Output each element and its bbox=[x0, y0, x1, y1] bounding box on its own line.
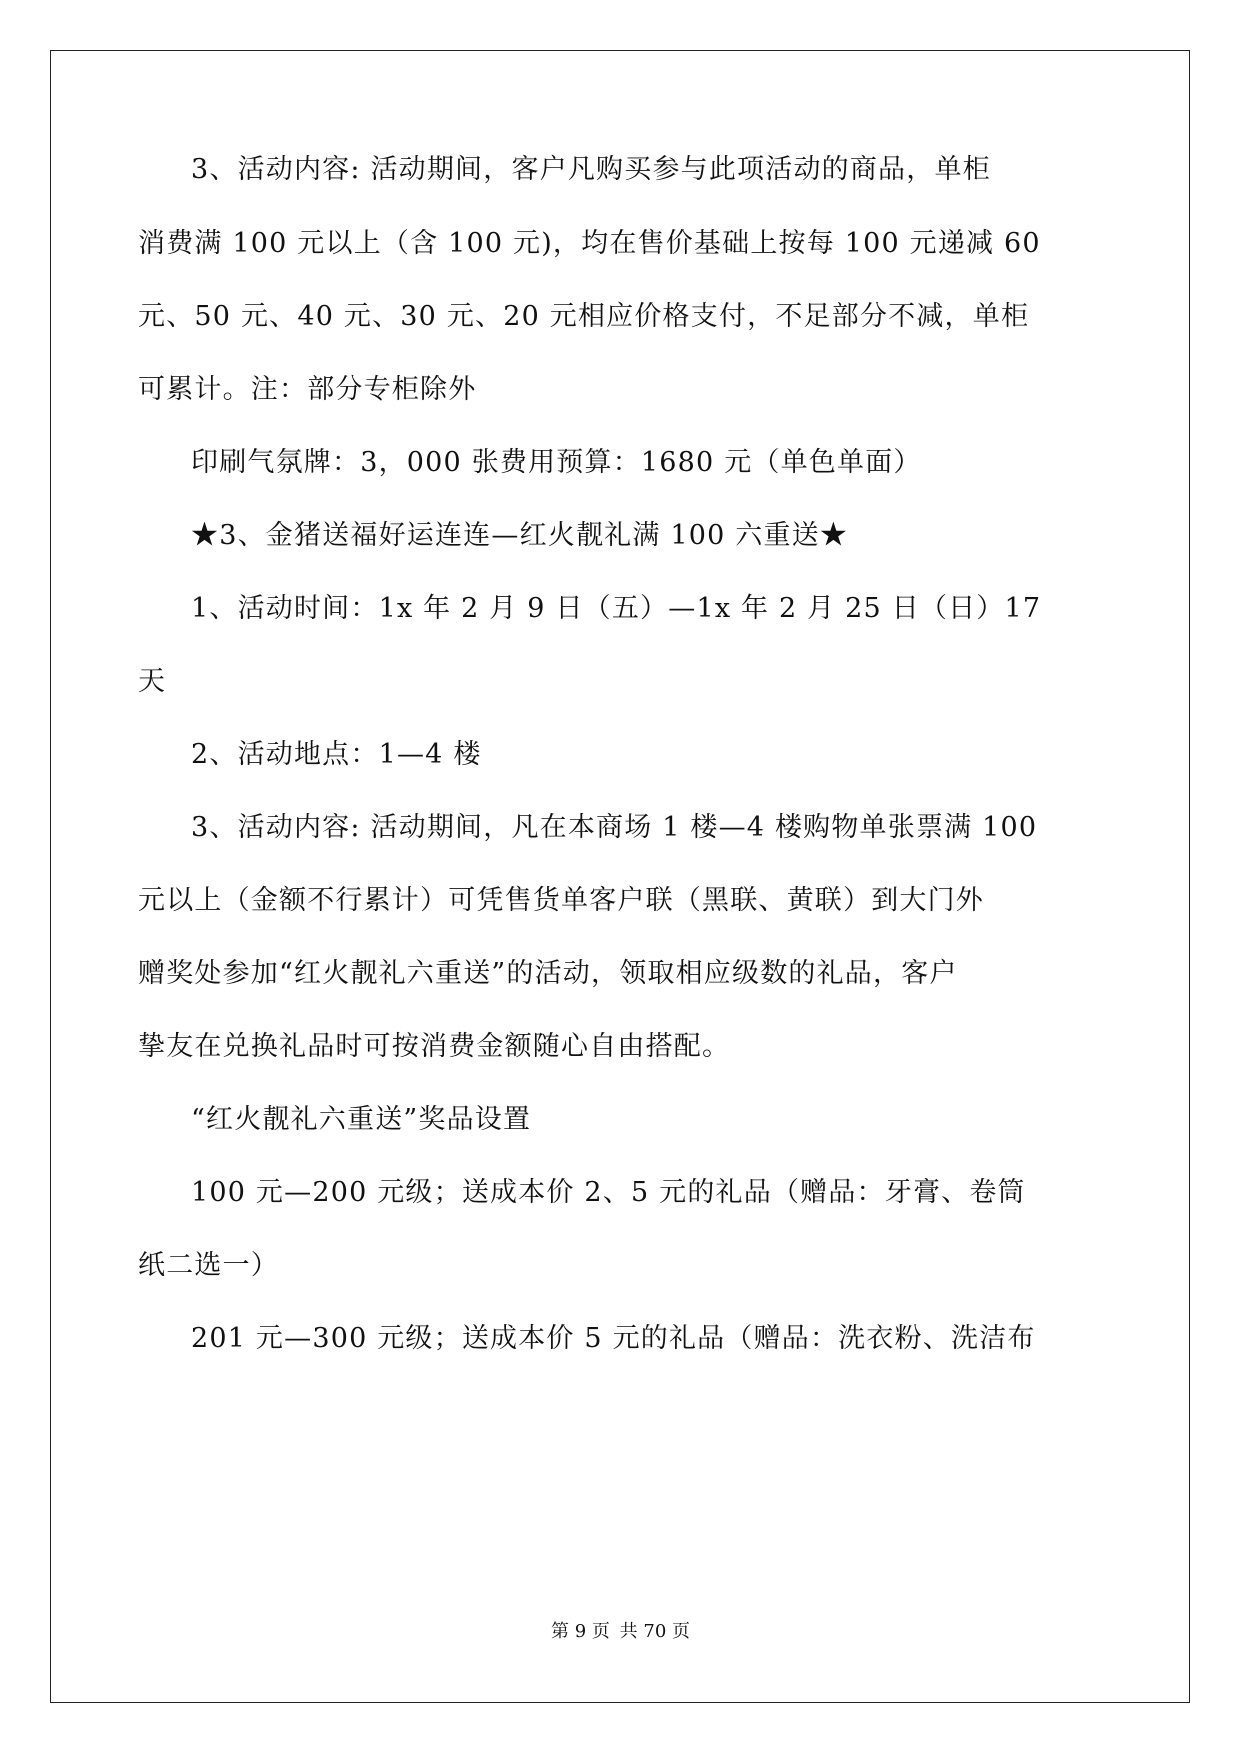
page-number: 第 9 页 bbox=[551, 1621, 610, 1642]
body-line-8: 天 bbox=[138, 666, 167, 697]
body-line-5: 印刷气氛牌：3，000 张费用预算：1680 元（单色单面） bbox=[191, 447, 922, 478]
body-line-16: 纸二选一） bbox=[138, 1250, 279, 1281]
body-line-11: 元以上（金额不行累计）可凭售货单客户联（黑联、黄联）到大门外 bbox=[138, 885, 984, 916]
body-line-17: 201 元—300 元级；送成本价 5 元的礼品（赠品：洗衣粉、洗洁布 bbox=[191, 1323, 1036, 1354]
page-total: 共 70 页 bbox=[619, 1621, 690, 1642]
page-footer bbox=[0, 1620, 1241, 1644]
body-line-2: 消费满 100 元以上（含 100 元)，均在售价基础上按每 100 元递减 60 bbox=[138, 228, 1041, 259]
page-border bbox=[50, 50, 1190, 1703]
body-line-4: 可累计。注：部分专柜除外 bbox=[138, 374, 477, 405]
body-line-9: 2、活动地点：1—4 楼 bbox=[191, 739, 482, 770]
body-line-10: 3、活动内容: 活动期间，凡在本商场 1 楼—4 楼购物单张票满 100 bbox=[191, 812, 1038, 843]
body-line-7: 1、活动时间：1x 年 2 月 9 日（五）—1x 年 2 月 25 日（日）17 bbox=[191, 593, 1042, 624]
body-line-15: 100 元—200 元级；送成本价 2、5 元的礼品（赠品：牙膏、卷筒 bbox=[191, 1177, 1026, 1208]
body-line-13: 挚友在兑换礼品时可按消费金额随心自由搭配。 bbox=[138, 1031, 731, 1062]
body-line-1: 3、活动内容: 活动期间，客户凡购买参与此项活动的商品，单柜 bbox=[191, 154, 991, 185]
body-line-3: 元、50 元、40 元、30 元、20 元相应价格支付，不足部分不减，单柜 bbox=[138, 301, 1030, 332]
prize-heading: “红火靓礼六重送”奖品设置 bbox=[191, 1104, 532, 1135]
body-line-12: 赠奖处参加“红火靓礼六重送”的活动，领取相应级数的礼品，客户 bbox=[138, 958, 958, 989]
section-heading: ★3、金猪送福好运连连—红火靓礼满 100 六重送★ bbox=[191, 520, 849, 551]
